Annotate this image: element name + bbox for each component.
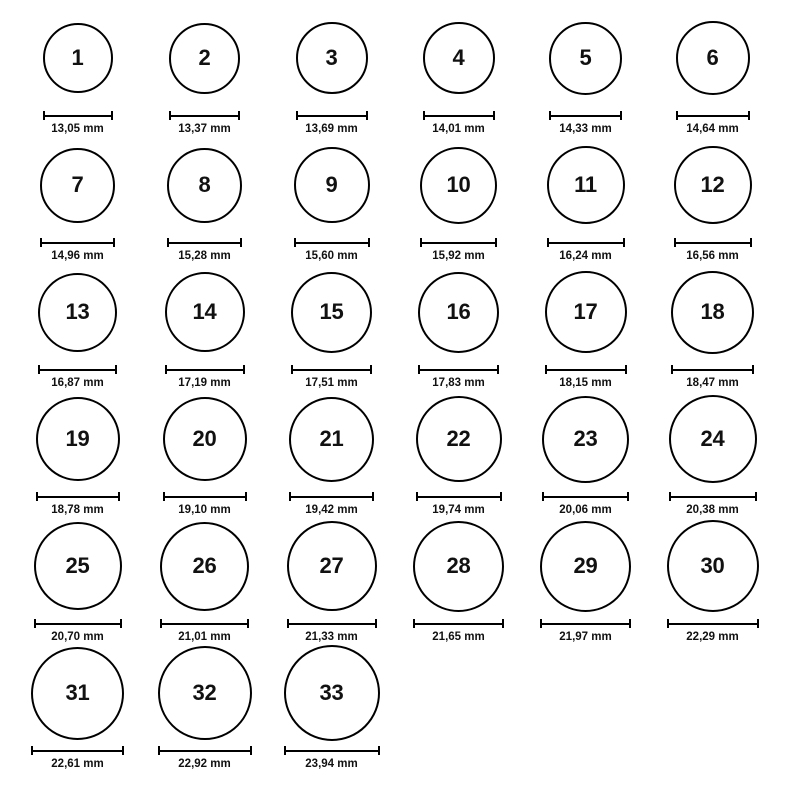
caliper-icon <box>423 111 495 120</box>
ring-size-number: 7 <box>71 172 84 197</box>
diameter-label: 16,56 mm <box>686 250 739 262</box>
ring-size-row <box>14 262 786 389</box>
ring-size-cell <box>14 389 141 516</box>
diameter-label: 20,70 mm <box>51 631 104 643</box>
ring-circle <box>547 146 625 224</box>
diameter-label: 17,19 mm <box>178 377 231 389</box>
diameter-measure <box>671 365 754 389</box>
ring-size-number: 30 <box>700 553 725 578</box>
diameter-label: 23,94 mm <box>305 758 358 770</box>
ring-circle <box>287 521 377 611</box>
ring-circle <box>676 21 750 95</box>
diameter-label: 20,06 mm <box>559 504 612 516</box>
diameter-measure <box>167 238 242 262</box>
diameter-measure <box>674 238 752 262</box>
ring-circle-wrapper <box>420 135 497 235</box>
caliper-icon <box>169 111 240 120</box>
diameter-measure <box>413 619 504 643</box>
caliper-icon <box>43 111 113 120</box>
ring-size-cell <box>141 389 268 516</box>
caliper-icon <box>291 365 372 374</box>
ring-size-cell <box>649 135 776 262</box>
ring-size-cell <box>268 8 395 135</box>
ring-circle-wrapper <box>169 8 240 108</box>
ring-size-number: 9 <box>325 172 338 197</box>
diameter-measure <box>296 111 368 135</box>
ring-size-cell <box>522 389 649 516</box>
ring-size-number: 4 <box>452 45 465 70</box>
ring-circle <box>158 646 252 740</box>
diameter-measure <box>423 111 495 135</box>
diameter-label: 20,38 mm <box>686 504 739 516</box>
ring-circle <box>40 148 115 223</box>
ring-circle-wrapper <box>34 516 122 616</box>
ring-circle <box>669 395 757 483</box>
ring-size-cell <box>268 135 395 262</box>
diameter-measure <box>165 365 245 389</box>
caliper-icon <box>160 619 249 628</box>
diameter-label: 18,78 mm <box>51 504 104 516</box>
ring-circle <box>418 272 499 353</box>
diameter-measure <box>36 492 120 516</box>
caliper-icon <box>38 365 117 374</box>
diameter-measure <box>549 111 622 135</box>
ring-size-cell <box>141 8 268 135</box>
diameter-measure <box>284 746 380 770</box>
caliper-icon <box>294 238 370 247</box>
diameter-measure <box>169 111 240 135</box>
ring-size-number: 33 <box>319 680 344 705</box>
ring-size-number: 3 <box>325 45 338 70</box>
diameter-label: 13,05 mm <box>51 123 104 135</box>
caliper-icon <box>36 492 120 501</box>
ring-circle <box>284 645 380 741</box>
caliper-icon <box>549 111 622 120</box>
ring-circle-wrapper <box>31 643 124 743</box>
ring-circle <box>167 148 242 223</box>
ring-circle <box>545 271 627 353</box>
ring-size-number: 24 <box>700 426 725 451</box>
ring-size-cell <box>395 262 522 389</box>
ring-size-cell <box>141 262 268 389</box>
diameter-label: 21,97 mm <box>559 631 612 643</box>
diameter-label: 18,47 mm <box>686 377 739 389</box>
caliper-icon <box>167 238 242 247</box>
caliper-icon <box>671 365 754 374</box>
diameter-measure <box>163 492 247 516</box>
ring-circle <box>420 147 497 224</box>
caliper-icon <box>34 619 122 628</box>
diameter-measure <box>289 492 374 516</box>
ring-circle-wrapper <box>43 8 113 108</box>
ring-circle <box>163 397 247 481</box>
ring-size-cell <box>649 8 776 135</box>
diameter-label: 22,61 mm <box>51 758 104 770</box>
caliper-icon <box>163 492 247 501</box>
diameter-measure <box>540 619 631 643</box>
ring-circle-wrapper <box>416 389 502 489</box>
caliper-icon <box>669 492 757 501</box>
diameter-label: 13,37 mm <box>178 123 231 135</box>
ring-circle <box>294 147 370 223</box>
caliper-icon <box>540 619 631 628</box>
ring-circle <box>413 521 504 612</box>
ring-size-cell <box>268 389 395 516</box>
ring-size-number: 20 <box>192 426 217 451</box>
ring-size-number: 12 <box>700 172 725 197</box>
caliper-icon <box>542 492 629 501</box>
caliper-icon <box>418 365 499 374</box>
ring-size-number: 8 <box>198 172 211 197</box>
ring-size-cell <box>395 389 522 516</box>
diameter-label: 14,64 mm <box>686 123 739 135</box>
diameter-label: 21,33 mm <box>305 631 358 643</box>
ring-size-cell <box>522 135 649 262</box>
diameter-label: 15,28 mm <box>178 250 231 262</box>
ring-circle-wrapper <box>671 262 754 362</box>
ring-circle <box>165 272 245 352</box>
diameter-measure <box>40 238 115 262</box>
ring-circle <box>160 522 249 611</box>
ring-circle <box>291 272 372 353</box>
ring-size-row <box>14 389 786 516</box>
ring-circle-wrapper <box>413 516 504 616</box>
caliper-icon <box>289 492 374 501</box>
ring-circle <box>31 647 124 740</box>
ring-size-number: 23 <box>573 426 598 451</box>
caliper-icon <box>40 238 115 247</box>
ring-circle <box>169 23 240 94</box>
ring-circle <box>296 22 368 94</box>
diameter-measure <box>542 492 629 516</box>
ring-circle-wrapper <box>289 389 374 489</box>
ring-size-cell <box>14 8 141 135</box>
ring-size-number: 28 <box>446 553 471 578</box>
ring-size-cell <box>268 262 395 389</box>
diameter-label: 15,92 mm <box>432 250 485 262</box>
diameter-label: 17,83 mm <box>432 377 485 389</box>
ring-size-row <box>14 135 786 262</box>
caliper-icon <box>676 111 750 120</box>
ring-circle-wrapper <box>542 389 629 489</box>
ring-circle-wrapper <box>667 516 759 616</box>
diameter-measure <box>667 619 759 643</box>
ring-circle-wrapper <box>38 262 117 362</box>
caliper-icon <box>547 238 625 247</box>
caliper-icon <box>284 746 380 755</box>
ring-size-number: 31 <box>65 680 90 705</box>
diameter-measure <box>294 238 370 262</box>
diameter-measure <box>676 111 750 135</box>
ring-circle <box>540 521 631 612</box>
diameter-measure <box>669 492 757 516</box>
ring-circle-wrapper <box>545 262 627 362</box>
ring-size-number: 2 <box>198 45 211 70</box>
ring-size-number: 32 <box>192 680 217 705</box>
ring-circle <box>542 396 629 483</box>
ring-circle-wrapper <box>423 8 495 108</box>
diameter-label: 15,60 mm <box>305 250 358 262</box>
ring-size-number: 5 <box>579 45 592 70</box>
diameter-measure <box>31 746 124 770</box>
ring-circle <box>38 273 117 352</box>
diameter-label: 14,33 mm <box>559 123 612 135</box>
ring-size-cell <box>649 516 776 643</box>
ring-circle <box>549 22 622 95</box>
ring-circle-wrapper <box>674 135 752 235</box>
ring-circle-wrapper <box>165 262 245 362</box>
ring-size-cell <box>395 516 522 643</box>
ring-circle <box>423 22 495 94</box>
ring-circle-wrapper <box>158 643 252 743</box>
caliper-icon <box>674 238 752 247</box>
diameter-measure <box>291 365 372 389</box>
caliper-icon <box>296 111 368 120</box>
ring-circle-wrapper <box>167 135 242 235</box>
ring-circle <box>43 23 113 93</box>
ring-size-number: 14 <box>192 299 217 324</box>
diameter-label: 22,92 mm <box>178 758 231 770</box>
ring-size-number: 21 <box>319 426 344 451</box>
ring-size-number: 22 <box>446 426 471 451</box>
ring-circle <box>667 520 759 612</box>
diameter-label: 17,51 mm <box>305 377 358 389</box>
diameter-measure <box>547 238 625 262</box>
ring-size-number: 17 <box>573 299 598 324</box>
ring-circle-wrapper <box>36 389 120 489</box>
caliper-icon <box>287 619 377 628</box>
ring-size-cell <box>649 262 776 389</box>
ring-size-number: 11 <box>574 172 597 197</box>
ring-circle-wrapper <box>669 389 757 489</box>
diameter-measure <box>34 619 122 643</box>
ring-circle-wrapper <box>676 8 750 108</box>
diameter-label: 22,29 mm <box>686 631 739 643</box>
ring-size-cell <box>14 643 141 770</box>
diameter-label: 13,69 mm <box>305 123 358 135</box>
caliper-icon <box>158 746 252 755</box>
diameter-label: 21,01 mm <box>178 631 231 643</box>
ring-size-number: 25 <box>65 553 90 578</box>
ring-circle-wrapper <box>547 135 625 235</box>
diameter-measure <box>160 619 249 643</box>
ring-circle <box>289 397 374 482</box>
ring-size-number: 18 <box>700 299 725 324</box>
ring-size-cell <box>268 516 395 643</box>
diameter-label: 14,01 mm <box>432 123 485 135</box>
caliper-icon <box>165 365 245 374</box>
ring-circle-wrapper <box>40 135 115 235</box>
ring-size-cell <box>268 643 395 770</box>
diameter-label: 16,87 mm <box>51 377 104 389</box>
caliper-icon <box>31 746 124 755</box>
ring-size-number: 13 <box>65 299 90 324</box>
ring-size-cell <box>141 135 268 262</box>
ring-size-cell <box>141 643 268 770</box>
diameter-measure <box>420 238 497 262</box>
ring-size-number: 6 <box>706 45 719 70</box>
caliper-icon <box>413 619 504 628</box>
ring-circle <box>674 146 752 224</box>
ring-size-row <box>14 516 786 643</box>
ring-circle-wrapper <box>284 643 380 743</box>
ring-size-cell <box>14 262 141 389</box>
ring-size-cell <box>649 389 776 516</box>
diameter-measure <box>43 111 113 135</box>
ring-size-cell <box>141 516 268 643</box>
ring-size-number: 10 <box>446 172 471 197</box>
ring-circle-wrapper <box>287 516 377 616</box>
diameter-label: 19,10 mm <box>178 504 231 516</box>
ring-circle-wrapper <box>549 8 622 108</box>
diameter-measure <box>418 365 499 389</box>
ring-size-number: 29 <box>573 553 598 578</box>
ring-circle-wrapper <box>291 262 372 362</box>
diameter-label: 19,42 mm <box>305 504 358 516</box>
ring-circle-wrapper <box>296 8 368 108</box>
ring-size-number: 1 <box>71 45 84 70</box>
diameter-measure <box>38 365 117 389</box>
diameter-measure <box>158 746 252 770</box>
ring-circle-wrapper <box>540 516 631 616</box>
ring-size-cell <box>395 135 522 262</box>
diameter-label: 18,15 mm <box>559 377 612 389</box>
ring-size-cell <box>14 135 141 262</box>
diameter-label: 14,96 mm <box>51 250 104 262</box>
ring-size-number: 16 <box>446 299 471 324</box>
ring-size-number: 19 <box>65 426 90 451</box>
ring-size-number: 27 <box>319 553 344 578</box>
ring-circle <box>34 522 122 610</box>
ring-size-row <box>14 8 786 135</box>
ring-circle <box>416 396 502 482</box>
caliper-icon <box>416 492 502 501</box>
ring-circle <box>36 397 120 481</box>
ring-circle-wrapper <box>163 389 247 489</box>
ring-circle <box>671 271 754 354</box>
ring-size-number: 26 <box>192 553 217 578</box>
ring-size-number: 15 <box>319 299 344 324</box>
ring-size-cell <box>522 516 649 643</box>
ring-size-cell <box>395 8 522 135</box>
ring-size-row <box>14 643 786 770</box>
diameter-label: 19,74 mm <box>432 504 485 516</box>
caliper-icon <box>420 238 497 247</box>
ring-size-cell <box>522 8 649 135</box>
ring-circle-wrapper <box>160 516 249 616</box>
diameter-measure <box>545 365 627 389</box>
ring-circle-wrapper <box>294 135 370 235</box>
diameter-label: 21,65 mm <box>432 631 485 643</box>
ring-size-cell <box>522 262 649 389</box>
ring-size-cell <box>14 516 141 643</box>
ring-circle-wrapper <box>418 262 499 362</box>
diameter-label: 16,24 mm <box>559 250 612 262</box>
caliper-icon <box>667 619 759 628</box>
caliper-icon <box>545 365 627 374</box>
diameter-measure <box>416 492 502 516</box>
diameter-measure <box>287 619 377 643</box>
